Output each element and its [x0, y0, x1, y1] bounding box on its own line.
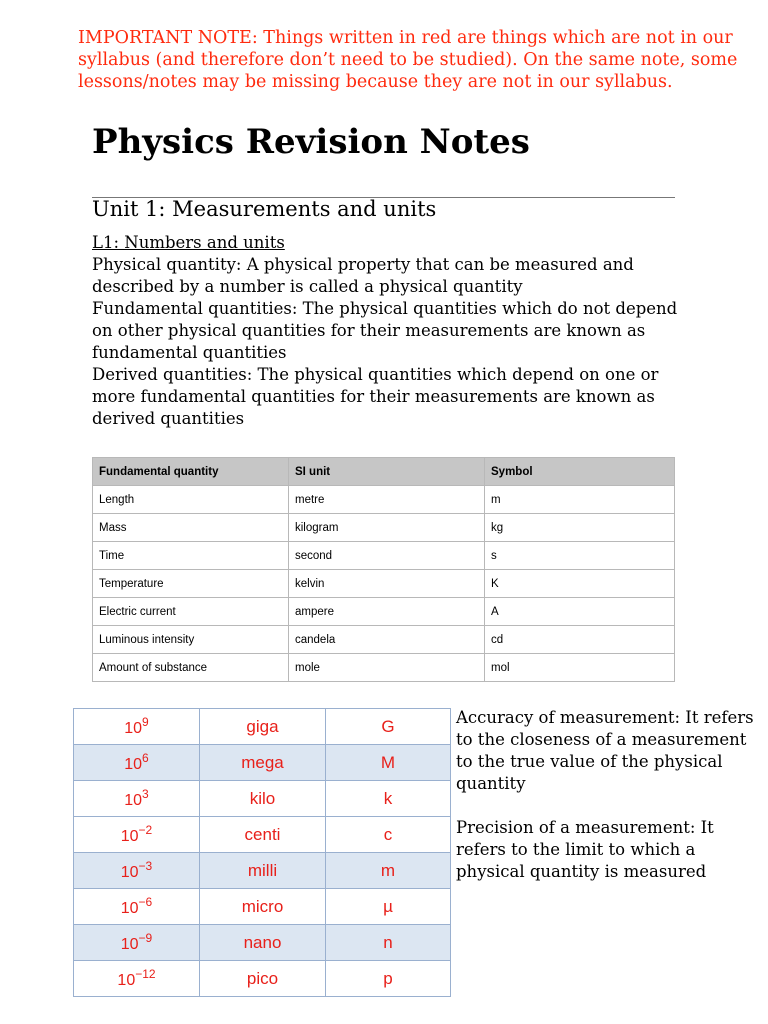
- table-row: [93, 598, 675, 626]
- unit-cell: metre: [289, 486, 485, 514]
- quantity-cell: Luminous intensity: [93, 626, 289, 654]
- prefix-name-cell: kilo: [200, 781, 326, 817]
- prefix-name-cell: milli: [200, 853, 326, 889]
- side-notes: [456, 707, 756, 883]
- table-row: [74, 709, 451, 745]
- table-row: [74, 925, 451, 961]
- page-title: Physics Revision Notes: [92, 122, 530, 162]
- prefix-name-cell: centi: [200, 817, 326, 853]
- symbol-cell: kg: [485, 514, 675, 542]
- lesson-heading: L1: Numbers and units: [92, 233, 285, 252]
- power-cell: $10^{-2}$: [74, 817, 200, 853]
- quantity-cell: Mass: [93, 514, 289, 542]
- symbol-cell: K: [485, 570, 675, 598]
- prefix-symbol-cell: M: [326, 745, 451, 781]
- quantity-cell: Length: [93, 486, 289, 514]
- column-header: Fundamental quantity: [93, 458, 289, 486]
- table-row: [93, 542, 675, 570]
- symbol-cell: m: [485, 486, 675, 514]
- table-row: [93, 514, 675, 542]
- prefix-name-cell: pico: [200, 961, 326, 997]
- column-header: SI unit: [289, 458, 485, 486]
- prefix-symbol-cell: m: [326, 853, 451, 889]
- power-cell: $10^9$: [74, 709, 200, 745]
- quantity-cell: Electric current: [93, 598, 289, 626]
- unit-cell: second: [289, 542, 485, 570]
- definition-fundamental-quantities: Fundamental quantities: The physical quantities which do not depend on other physical quantities for their measurements are known as fundamental quantities: [92, 299, 678, 362]
- definitions: [92, 254, 692, 430]
- power-cell: $10^{-12}$: [74, 961, 200, 997]
- si-units-table: [92, 457, 675, 682]
- prefix-symbol-cell: G: [326, 709, 451, 745]
- power-cell: $10^{-3}$: [74, 853, 200, 889]
- table-row: [93, 654, 675, 682]
- definition-derived-quantities: Derived quantities: The physical quantities which depend on one or more fundamental quantities for their measurements are known as derived quantities: [92, 365, 659, 428]
- prefix-symbol-cell: c: [326, 817, 451, 853]
- unit-cell: kilogram: [289, 514, 485, 542]
- table-row: [74, 889, 451, 925]
- accuracy-note: Accuracy of measurement: It refers to the closeness of a measurement to the true value of the physical quantity: [456, 708, 754, 793]
- symbol-cell: A: [485, 598, 675, 626]
- quantity-cell: Temperature: [93, 570, 289, 598]
- column-header: Symbol: [485, 458, 675, 486]
- precision-note: Precision of a measurement: It refers to the limit to which a physical quantity is measured: [456, 818, 714, 881]
- table-row: [74, 961, 451, 997]
- prefix-symbol-cell: k: [326, 781, 451, 817]
- prefix-name-cell: nano: [200, 925, 326, 961]
- table-header-row: [93, 458, 675, 486]
- symbol-cell: mol: [485, 654, 675, 682]
- table-row: [74, 853, 451, 889]
- power-cell: $10^{-9}$: [74, 925, 200, 961]
- unit-heading: Unit 1: Measurements and units: [92, 197, 437, 221]
- prefix-symbol-cell: p: [326, 961, 451, 997]
- important-note: IMPORTANT NOTE: Things written in red are things which are not in our syllabus (and therefore don’t need to be studied). On the same note, some lessons/notes may be missing because they are not in our syllabus.: [78, 28, 738, 92]
- table-row: [74, 781, 451, 817]
- unit-cell: kelvin: [289, 570, 485, 598]
- prefix-name-cell: giga: [200, 709, 326, 745]
- quantity-cell: Amount of substance: [93, 654, 289, 682]
- power-cell: $10^{-6}$: [74, 889, 200, 925]
- prefix-symbol-cell: µ: [326, 889, 451, 925]
- si-prefix-table: [73, 708, 451, 997]
- symbol-cell: s: [485, 542, 675, 570]
- table-row: [74, 745, 451, 781]
- prefix-name-cell: mega: [200, 745, 326, 781]
- prefix-name-cell: micro: [200, 889, 326, 925]
- prefix-symbol-cell: n: [326, 925, 451, 961]
- spacer: [456, 795, 756, 817]
- table-row: [93, 570, 675, 598]
- table-row: [93, 626, 675, 654]
- unit-cell: ampere: [289, 598, 485, 626]
- power-cell: $10^3$: [74, 781, 200, 817]
- symbol-cell: cd: [485, 626, 675, 654]
- table-row: [74, 817, 451, 853]
- power-cell: $10^6$: [74, 745, 200, 781]
- unit-cell: mole: [289, 654, 485, 682]
- quantity-cell: Time: [93, 542, 289, 570]
- definition-physical-quantity: Physical quantity: A physical property that can be measured and described by a number is called a physical quantity: [92, 255, 634, 296]
- table-row: [93, 486, 675, 514]
- unit-cell: candela: [289, 626, 485, 654]
